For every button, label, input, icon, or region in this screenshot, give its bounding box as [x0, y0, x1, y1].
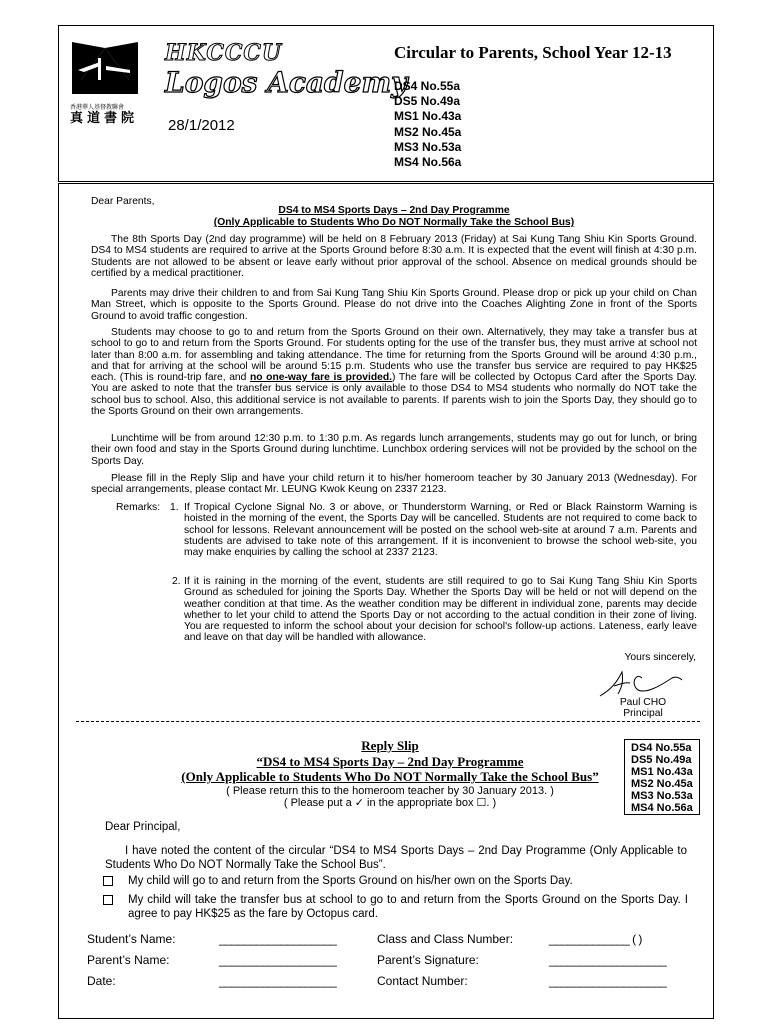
reply-slip-subtitle: “DS4 to MS4 Sports Day – 2nd Day Programme — [256, 754, 524, 769]
paragraph-1: The 8th Sports Day (2nd day programme) will be held on 8 February 2013 (Friday) at Sai Kung Tang Shiu Kin Sports Ground. DS4 to MS4 students are required to arrive at the Sports Ground before 8:30 a.m. It is expected that the event will finish at 4:30 p.m. Students are not allowed to be absent or leave early without prior approval of the school. Absence on medical grounds should be certified by a medical practitioner. — [91, 234, 697, 279]
letter-greeting: Dear Parents, — [91, 196, 155, 207]
school-name-logos-academy: Logos Academy — [165, 66, 408, 99]
date-label: Date: — [87, 974, 116, 988]
letter-title: DS4 to MS4 Sports Days – 2nd Day Programme — [278, 205, 510, 216]
signature — [590, 664, 700, 700]
paragraph-3 — [91, 327, 697, 417]
school-name-hkcccu: HKCCCU — [165, 40, 283, 66]
circular-code: MS4 No.56a — [394, 155, 462, 170]
reply-code: MS1 No.43a — [631, 766, 693, 778]
cut-line — [76, 721, 700, 722]
remark-1: If Tropical Cyclone Signal No. 3 or above, or Thunderstorm Warning, or Red or Black Rainstorm Warning is hoisted in the morning of the event, the Sports Day will be cancelled. Students are not required to come back to school for lessons. Relevant announcement will be posted on the school web-site at around 7 a.m. Parents and students are advised to take note of this arrangement. If it is inconvenient to browse the school web-site, you may make enquiries by calling the school at 2337 2123. — [184, 502, 697, 559]
contact-number-label: Contact Number: — [377, 974, 468, 988]
circular-code: MS3 No.53a — [394, 139, 462, 154]
circular-code: DS5 No.49a — [394, 94, 461, 109]
reply-slip-note-2: ( Please put a ✓ in the appropriate box ☐. ) — [283, 797, 497, 809]
option-1-label: My child will go to and return from the Sports Ground on his/her own on the Sports Day. — [128, 875, 573, 887]
reply-slip-codes — [624, 739, 700, 815]
option-1-checkbox[interactable] — [103, 876, 113, 886]
reply-greeting: Dear Principal, — [105, 821, 181, 833]
paragraph-3-part-c: ) The fare will be collected by Octopus Card after the Sports Day. You are asked to note that the transfer bus service is only available to those DS4 to MS4 students who normally do NOT take the school bus to school. Also, this additional service is not available to parents. If parents wish to join the Sports Day, they should go to the Sports Ground on their own arrangements. — [91, 372, 697, 418]
circular-code: DS4 No.55a — [394, 79, 461, 93]
reply-slip-subtitle-2: (Only Applicable to Students Who Do NOT Normally Take the School Bus” — [181, 769, 599, 784]
circular-code: MS1 No.43a — [394, 109, 462, 124]
circular-code: MS2 No.45a — [394, 124, 462, 139]
school-name-zh: 真道書院 — [70, 111, 139, 126]
signer-title: Principal — [623, 708, 663, 719]
student-name-label: Student’s Name: — [87, 932, 176, 946]
paragraph-4: Lunchtime will be from around 12:30 p.m. to 1:30 p.m. As regards lunch arrangements, students may go out for lunch, or bring their own food and stay in the Sports Ground during lunchtime. Lunchbox ordering services will not be provided by the school on the Sports Day. — [91, 433, 697, 467]
class-number-field[interactable]: _____________ ( ) — [549, 932, 642, 946]
remark-1-number: 1. — [170, 502, 179, 513]
circular-codes — [394, 79, 461, 170]
signer-name: Paul CHO — [619, 697, 667, 708]
remark-2: If it is raining in the morning of the event, students are still required to go to Sai Kung Tang Shiu Kin Sports Ground as scheduled for joining the Sports Day. Whether the Sports Day will be held or not will depend on the weather condition at that time. As the weather condition may be different in individual zone, parents may decide whether to let your child to attend the Sports Day or not according to the actual condition in their zone of living. You are requested to inform the school about your decision for school's follow-up actions. Lateness, early leave and leave on that day will be handled with allowance. — [184, 576, 697, 644]
parent-signature-label: Parent’s Signature: — [377, 953, 479, 967]
paragraph-2: Parents may drive their children to and from Sai Kung Tang Shiu Kin Sports Ground. Please drop or pick up your child on Chan Man Street, which is opposite to the Sports Ground. Please do not drive into the Coaches Alighting Zone in front of the Sports Ground to avoid traffic congestion. — [91, 288, 697, 322]
reply-code: DS4 No.55a — [631, 742, 692, 754]
remarks-label: Remarks: — [116, 502, 161, 513]
paragraph-5: Please fill in the Reply Slip and have your child return it to his/her homeroom teacher by 30 January 2013 (Wednesday). For special arrangements, please contact Mr. LEUNG Kwok Keung on 2337 2123. — [91, 473, 697, 496]
reply-code: MS4 No.56a — [631, 802, 693, 814]
circular-title: Circular to Parents, School Year 12-13 — [394, 43, 672, 62]
paragraph-3-part-a: Students may choose to go to and return from the Sports Ground on their own. Alternatively, they may take a transfer bus at school to go to and return from the Sports Ground. For students opting for the use of the transfer bus, they must arrive at school not later than 8:00 a.m. for assembling and taking attendance. The time for returning from the Sports Ground will be around 4:30 p.m., and that for arriving at the school will be around 5:15 p.m. Students who use the transfer bus service are required to pay HK$25 each. (This is round-trip fare, and — [91, 327, 697, 384]
school-name-zh-small: 香港華人基督教聯會 — [70, 104, 125, 111]
parent-name-field[interactable]: ___________________ — [219, 953, 337, 967]
contact-number-field[interactable]: ___________________ — [549, 974, 667, 988]
option-2-label: My child will take the transfer bus at school to go to and return from the Sports Ground on the Sports Day. I agree to pay HK$25 as the fare by Octopus card. — [128, 894, 688, 920]
reply-slip-title: Reply Slip — [361, 738, 419, 753]
student-name-field[interactable]: ___________________ — [219, 932, 337, 946]
parent-signature-field[interactable]: ___________________ — [549, 953, 667, 967]
circular-date: 28/1/2012 — [168, 117, 235, 134]
date-field[interactable]: ___________________ — [219, 974, 337, 988]
option-2-checkbox[interactable] — [103, 895, 113, 905]
reply-body: I have noted the content of the circular “DS4 to MS4 Sports Days – 2nd Day Programme (Only Applicable to Students Who Do NOT Normally Take the School Bus”. — [105, 845, 687, 871]
reply-slip-note: ( Please return this to the homeroom teacher by 30 January 2013. ) — [226, 785, 554, 797]
paragraph-3-emphasis: no one-way fare is provided. — [249, 372, 392, 384]
reply-code: DS5 No.49a — [631, 754, 692, 766]
letter-subtitle: (Only Applicable to Students Who Do NOT Normally Take the School Bus) — [213, 217, 575, 228]
reply-code: MS3 No.53a — [631, 790, 693, 802]
class-number-label: Class and Class Number: — [377, 932, 514, 946]
closing: Yours sincerely, — [624, 652, 696, 663]
remark-2-number: 2. — [172, 576, 181, 587]
parent-name-label: Parent’s Name: — [87, 953, 170, 967]
reply-code: MS2 No.45a — [631, 778, 693, 790]
